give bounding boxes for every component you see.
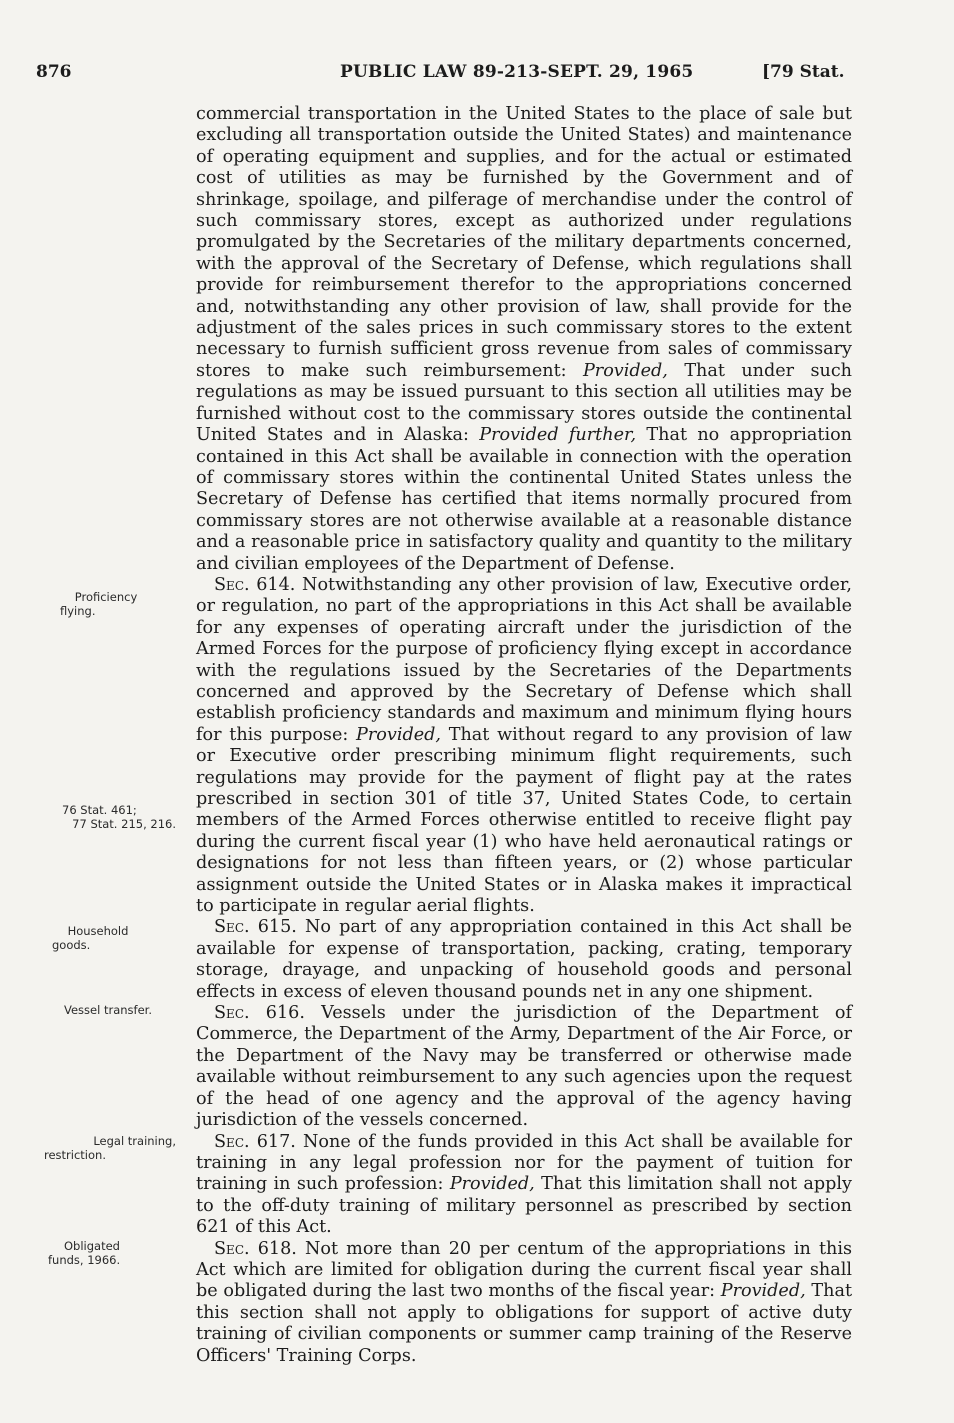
- proviso: Provided,: [356, 724, 441, 745]
- paragraph-text: That this limitation shall not apply to the off-duty training of military personnel as prescribed by section 621 of this Act.: [196, 1174, 852, 1238]
- margin-note-household-goods: [52, 924, 144, 952]
- running-head: PUBLIC LAW 89-213-SEPT. 29, 1965: [340, 62, 694, 82]
- margin-note-line: flying.: [60, 604, 96, 618]
- section-614: [196, 575, 852, 918]
- paragraph-text: No part of any appropriation contained in this Act shall be available for expense of transportation, packing, crating, temporary storage, drayage, and unpacking of household goods and personal effects in excess of eleven thousand pounds net in any one shipment.: [196, 917, 853, 1002]
- volume-reference: [79 Stat.: [762, 62, 845, 82]
- section-616: [196, 1003, 852, 1131]
- proviso: Provided,: [720, 1281, 806, 1302]
- proviso: Provided further,: [479, 425, 637, 446]
- margin-note-obligated-funds: [48, 1239, 158, 1267]
- paragraph-text: That this section shall not apply to obligations for support of active duty training of civilian components or summer camp training of the Reserve Officers' Training Corps.: [196, 1281, 853, 1366]
- margin-note-proficiency-flying: [60, 590, 152, 618]
- paragraph-text: That under such regulations as may be issued pursuant to this section all utilities may be furnished without cost to the commissary stores outside the continental United States and in Alaska:: [196, 360, 853, 446]
- section-label: Sec. 616.: [214, 1003, 305, 1024]
- margin-note-vessel-transfer: [64, 1003, 184, 1017]
- margin-note-line: 77 Stat. 215, 216.: [72, 817, 176, 831]
- section-label: Sec. 614.: [214, 574, 296, 595]
- paragraph-text: None of the funds provided in this Act shall be available for training in any legal profession nor for the payment of tuition for training in such profession:: [196, 1131, 853, 1195]
- section-label: Sec. 615.: [214, 917, 297, 938]
- continuation-paragraph: [196, 104, 852, 575]
- paragraph-text: commercial transportation in the United States to the place of sale but excluding all transportation outside the United States) and maintenance of operating equipment and supplies, and for the actual or estimated cost of utilities as may be furnished by the Government and of shrinkage, spoilage, and pilferage of merchandise under the control of such commissary stores, except as authorized under regulations promulgated by the Secretaries of the military departments concerned, with the approval of the Secretary of Defense, which regulations shall provide for reimbursement therefor to the appropriations concerned and, notwithstanding any other provision of law, shall provide for the adjustment of the sales prices in such commissary stores to the extent necessary to furnish sufficient gross revenue from sales of commissary stores to make such reimbursement:: [196, 104, 852, 381]
- section-615: [196, 917, 852, 1003]
- proviso: Provided,: [449, 1174, 535, 1195]
- paragraph-text: Vessels under the jurisdiction of the Department of Commerce, the Department of the Army, Department of the Air Force, or the Department of the Navy may be transferred or otherwise made available without reimbursement to any such agencies upon the request of the head of one agency and the approval of the agency having jurisdiction of the vessels concerned.: [196, 1003, 853, 1131]
- margin-note-line: restriction.: [44, 1148, 106, 1162]
- margin-note-line: goods.: [52, 938, 91, 952]
- section-label: Sec. 618.: [214, 1238, 297, 1259]
- section-617: [196, 1132, 852, 1239]
- page-number: 876: [36, 62, 72, 82]
- paragraph-text: Notwithstanding any other provision of law, Executive order, or regulation, no part of the appropriations in this Act shall be available for any expenses of operating aircraft under the jurisdiction of the Armed Forces for the purpose of proficiency flying except in accordance with the regulations issued by the Secretaries of the Departments concerned and approved by the Secretary of Defense which shall establish proficiency standards and maximum and minimum flying hours for this purpose:: [196, 574, 852, 745]
- section-618: [196, 1239, 852, 1367]
- margin-note-statutes: [36, 803, 176, 831]
- proviso: Provided,: [582, 360, 668, 381]
- section-label: Sec. 617.: [214, 1131, 296, 1152]
- paragraph-text: That no appropriation contained in this Act shall be available in connection with the operation of commissary stores within the continental United States unless the Secretary of Defense has certified that items normally procured from commissary stores are not otherwise available at a reasonable distance and a reasonable price in satisfactory quality and quantity to the military and civilian employees of the Department of Defense.: [196, 425, 853, 574]
- margin-note-legal-training: [44, 1134, 176, 1162]
- margin-note-line: Household: [67, 924, 129, 938]
- body-text: [196, 104, 852, 1367]
- paragraph-text: That without regard to any provision of law or Executive order prescribing minimum flight requirements, such regulations may provide for the payment of flight pay at the rates prescribed in section 301 of title 37, United States Code, to certain members of the Armed Forces otherwise entitled to receive flight pay during the current fiscal year (1) who have held aeronautical ratings or designations for not less than fifteen years, or (2) whose particular assignment outside the United States or in Alaska makes it impractical to participate in regular aerial flights.: [196, 724, 853, 917]
- margin-note-line: funds, 1966.: [48, 1253, 121, 1267]
- margin-note-line: Obligated: [64, 1239, 120, 1253]
- margin-note-line: Vessel transfer.: [64, 1003, 152, 1017]
- paragraph-text: Not more than 20 per centum of the appropriations in this Act which are limited for obligation during the current fiscal year shall be obligated during the last two months of the fiscal year:: [196, 1238, 853, 1302]
- margin-note-line: 76 Stat. 461;: [62, 803, 137, 817]
- margin-note-line: Proficiency: [74, 590, 138, 604]
- margin-note-line: Legal training,: [93, 1134, 176, 1148]
